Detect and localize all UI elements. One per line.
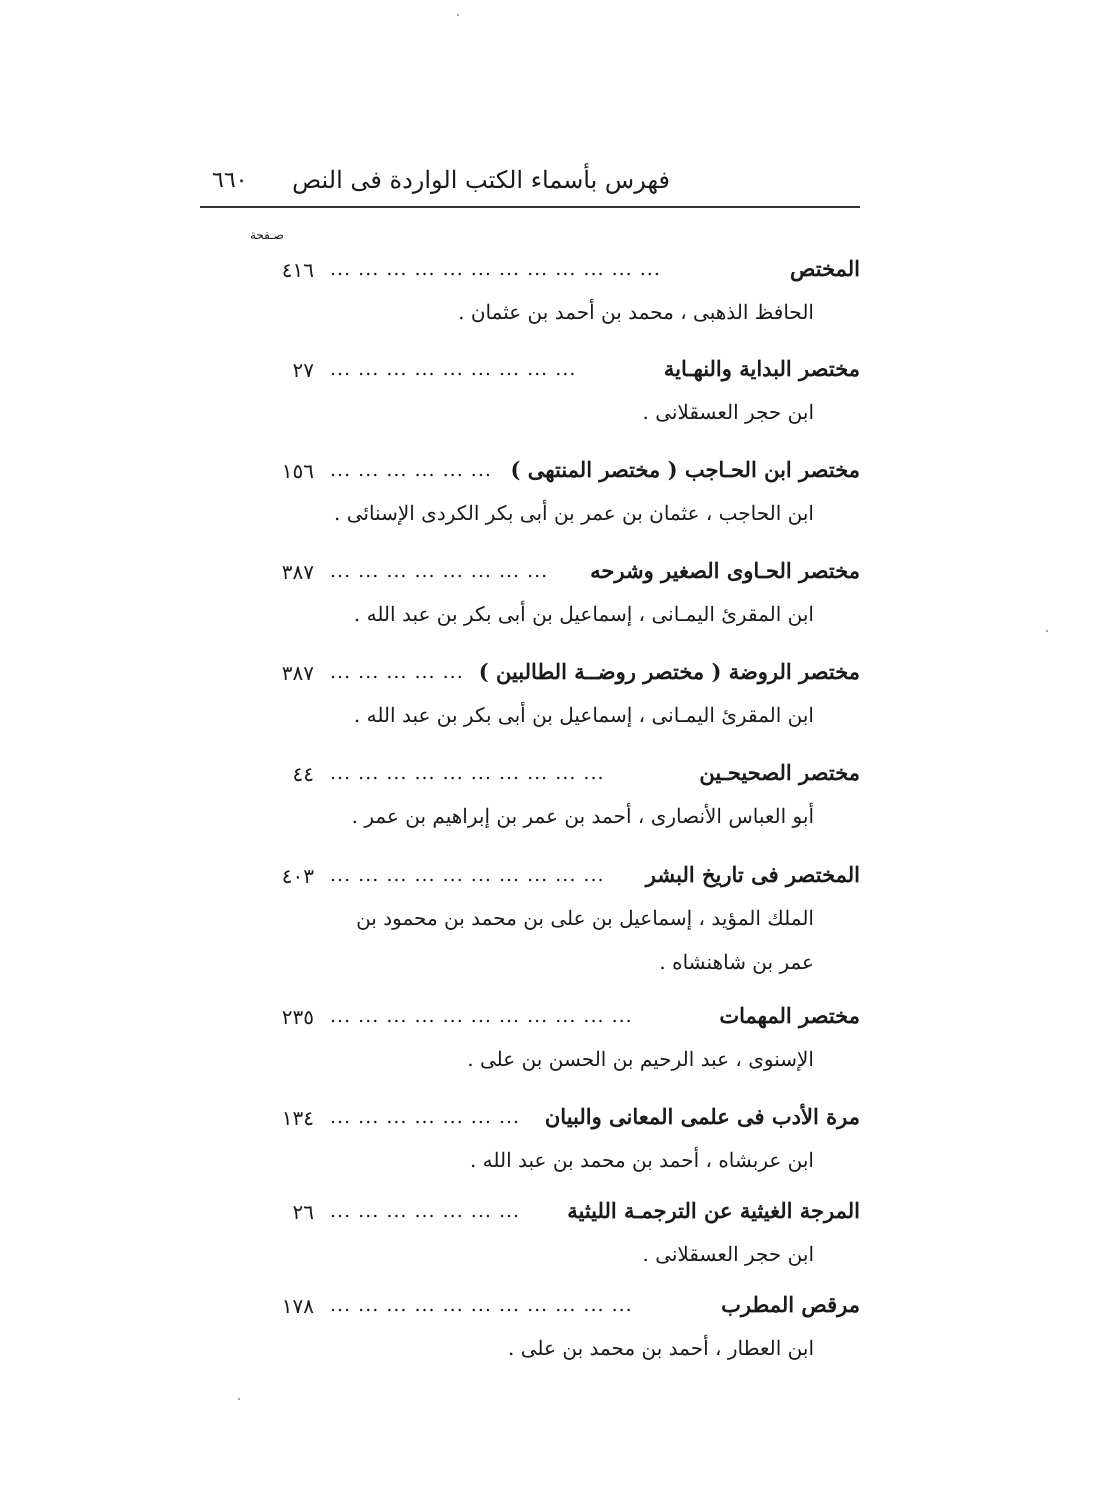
entry-title-line [270, 1003, 860, 1037]
entry-author: ابن العطار ، أحمد بن محمد بن على . [508, 1336, 814, 1360]
entry-author: الحافظ الذهبى ، محمد بن أحمد بن عثمان . [458, 300, 814, 324]
leader-dots: ... ... ... ... ... ... ... ... [330, 560, 549, 582]
entry-author: ابن المقرئ اليمـانى ، إسماعيل بن أبى بكر بن عبد الله . [353, 703, 814, 727]
entry-author: ابن حجر العسقلانى . [642, 1242, 814, 1266]
leader-dots: ... ... ... ... ... ... ... [330, 1106, 521, 1128]
leader-dots: ... ... ... ... ... ... ... ... ... ... [330, 864, 605, 886]
entry-title: مختصر البداية والنهـاية [663, 356, 860, 381]
entry-title-line [270, 760, 860, 794]
entry-title-line [270, 659, 860, 693]
entry-title-line [270, 256, 860, 290]
entry-title-line [270, 1198, 860, 1232]
entry-title: المختص [790, 256, 860, 281]
entry-page-number: ٢٦ [292, 1200, 314, 1224]
entry-page-number: ٢٣٥ [281, 1005, 314, 1029]
entry-title-line [270, 558, 860, 592]
entry-page-number: ٤٠٣ [281, 864, 314, 888]
leader-dots: ... ... ... ... ... ... ... ... ... ... ... ... [330, 258, 661, 280]
page-column-label: صـفحة [250, 228, 284, 242]
leader-dots: ... ... ... ... ... ... ... ... ... ... [330, 762, 605, 784]
entry-author: ابن المقرئ اليمـانى ، إسماعيل بن أبى بكر بن عبد الله . [353, 602, 814, 626]
entry-title: مختصر الحـاوى الصغير وشرحه [590, 558, 860, 583]
leader-dots: ... ... ... ... ... ... ... ... ... ... ... [330, 1294, 633, 1316]
entry-title: المرجة الغيثية عن الترجمـة الليثية [567, 1198, 860, 1223]
entry-title-line [270, 862, 860, 896]
entry-title: مرة الأدب فى علمى المعانى والبيان [544, 1104, 860, 1129]
index-entry [270, 1104, 860, 1182]
entry-title-line [270, 356, 860, 390]
entry-author: ابن الحاجب ، عثمان بن عمر بن أبى بكر الكردى الإسنائى . [334, 501, 814, 525]
header-rule [200, 206, 860, 208]
entry-title: مختصر ابن الحـاجب ( مختصر المنتهى ) [510, 457, 860, 482]
scan-speck [457, 14, 459, 16]
index-entry [270, 1198, 860, 1276]
index-entry [270, 1292, 860, 1370]
entry-title: مرقص المطرب [721, 1292, 860, 1317]
index-entry [270, 760, 860, 838]
entry-title-line [270, 1104, 860, 1138]
index-entry [270, 256, 860, 334]
header-title: فهرس بأسماء الكتب الواردة فى النص [292, 166, 670, 194]
entry-page-number: ٤٤ [292, 762, 314, 786]
entry-page-number: ١٣٤ [281, 1106, 314, 1130]
scan-speck [1046, 630, 1048, 632]
index-entry [270, 558, 860, 636]
entry-page-number: ١٧٨ [281, 1294, 314, 1318]
entry-title: المختصر فى تاريخ البشر [645, 862, 860, 887]
entry-title-line [270, 457, 860, 491]
entry-author: الملك المؤيد ، إسماعيل بن على بن محمد بن محمود بن عمر بن شاهنشاه . [356, 906, 814, 974]
index-entry [270, 457, 860, 535]
index-entry [270, 1003, 860, 1081]
entry-title-line [270, 1292, 860, 1326]
leader-dots: ... ... ... ... ... [330, 661, 464, 683]
leader-dots: ... ... ... ... ... ... [330, 459, 492, 481]
leader-dots: ... ... ... ... ... ... ... ... ... [330, 358, 577, 380]
entry-author: الإسنوى ، عبد الرحيم بن الحسن بن على . [467, 1047, 814, 1071]
entry-title: مختصر الصحيحـين [699, 760, 860, 785]
index-entry [270, 659, 860, 737]
entry-page-number: ١٥٦ [281, 459, 314, 483]
entry-author: ابن عربشاه ، أحمد بن محمد بن عبد الله . [469, 1148, 814, 1172]
page-number: ٦٦٠ [212, 168, 248, 193]
scan-speck [238, 1398, 240, 1400]
entry-page-number: ٣٨٧ [281, 560, 314, 584]
index-entry [270, 862, 860, 984]
entry-page-number: ٢٧ [292, 358, 314, 382]
entry-author: ابن حجر العسقلانى . [642, 400, 814, 424]
leader-dots: ... ... ... ... ... ... ... [330, 1200, 521, 1222]
index-entry [270, 356, 860, 434]
entry-page-number: ٤١٦ [281, 258, 314, 282]
entry-title: مختصر الروضة ( مختصر روضــة الطالبين ) [478, 659, 860, 684]
leader-dots: ... ... ... ... ... ... ... ... ... ... ... [330, 1005, 633, 1027]
entry-title: مختصر المهمات [719, 1003, 860, 1028]
entry-author: أبو العباس الأنصارى ، أحمد بن عمر بن إبراهيم بن عمر . [351, 804, 814, 828]
entry-page-number: ٣٨٧ [281, 661, 314, 685]
running-header [200, 160, 860, 200]
